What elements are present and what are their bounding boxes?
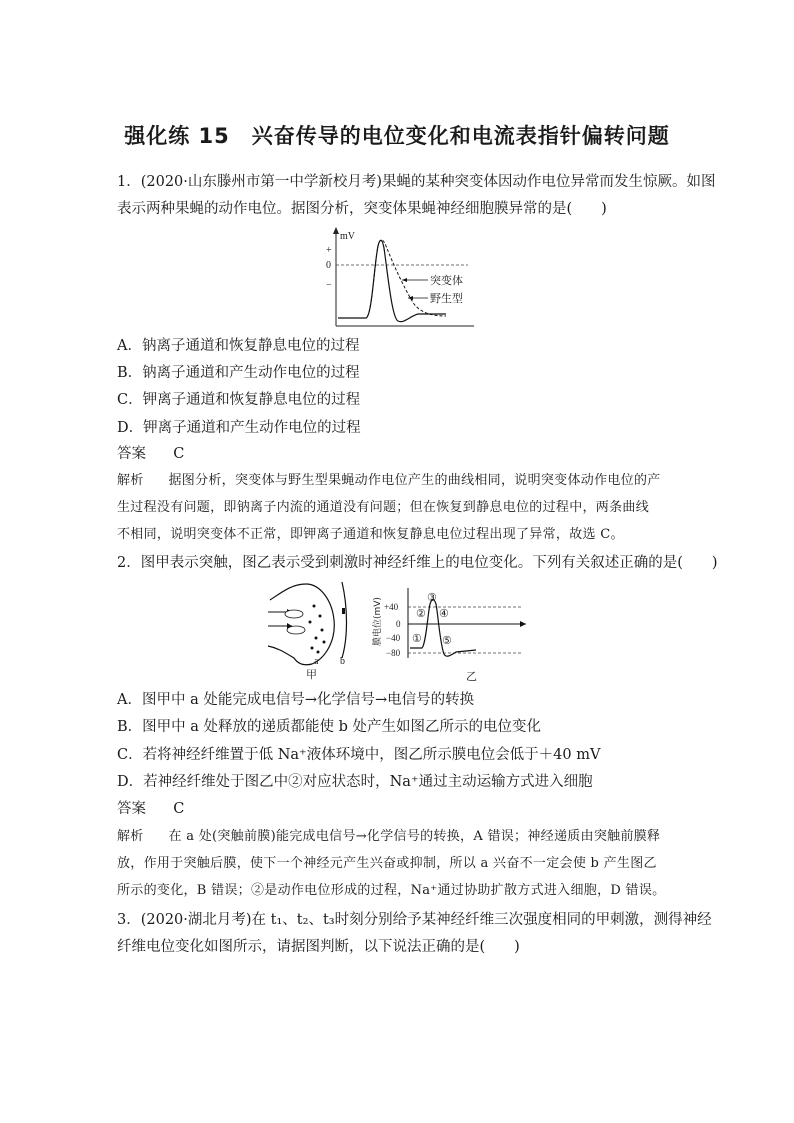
q3-stem-line1: 3．(2020·湖北月考)在 t₁、t₂、t₃时刻分别给予某神经纤维三次强度相同的甲刺激，测得神经 <box>117 912 712 928</box>
q1-y-axis-arrow <box>333 227 339 234</box>
q1-analysis-line3: 不相同，说明突变体不正常，即钾离子通道和恢复静息电位过程出现了异常，故选 C。 <box>117 527 624 542</box>
q2-y-axis-label: 膜电位(mV) <box>373 597 383 646</box>
q2-caption-jia: 甲 <box>306 668 317 680</box>
q2-label-a: a <box>314 656 319 667</box>
q2-label-b: b <box>340 656 345 667</box>
q2-postsynaptic-membrane <box>342 582 347 658</box>
q2-tick-0: 0 <box>396 619 401 629</box>
q1-action-potential-figure <box>318 226 478 332</box>
q1-zero-label: 0 <box>326 260 331 271</box>
q2-mark-5: ⑤ <box>442 635 452 647</box>
q2-mark-3: ③ <box>427 592 437 604</box>
q2-presynaptic-terminal <box>268 584 334 665</box>
q2-analysis-line1 <box>117 827 687 847</box>
q1-answer-label: 答案 <box>117 446 146 462</box>
q1-answer-row <box>117 444 687 464</box>
q2-answer-label: 答案 <box>117 801 146 817</box>
q1-answer-value: C <box>173 446 185 462</box>
q2-analysis-text-1: 在 a 处(突触前膜)能完成电信号→化学信号的转换，A 错误；神经递质由突触前膜释 <box>168 829 661 844</box>
q2-stem: 2．图甲表示突触，图乙表示受到刺激时神经纤维上的电位变化。下列有关叙述正确的是( ) <box>117 555 718 571</box>
page-title: 强化练 15 兴奋传导的电位变化和电流表指针偏转问题 <box>124 124 670 148</box>
q2-mark-1: ① <box>412 633 422 645</box>
q2-analysis-label: 解析 <box>117 829 144 844</box>
q2-synapse-figure <box>262 578 362 680</box>
q2-answer-value: C <box>173 801 185 817</box>
q1-option-a: A．钠离子通道和恢复静息电位的过程 <box>117 338 360 354</box>
q2-tick-m80: −80 <box>386 648 401 658</box>
q1-minus-label: − <box>326 280 332 291</box>
q1-option-d: D．钾离子通道和产生动作电位的过程 <box>117 420 361 436</box>
q2-vesicles <box>309 605 326 654</box>
q1-analysis-line1 <box>117 471 687 491</box>
q2-mitochondrion <box>285 610 303 618</box>
q3-stem-line2: 纤维电位变化如图所示，请据图判断，以下说法正确的是( ) <box>117 939 520 955</box>
q2-potential-figure <box>366 584 536 684</box>
q2-option-d: D．若神经纤维处于图乙中②对应状态时，Na⁺通过主动运输方式进入细胞 <box>117 774 593 790</box>
q2-answer-row <box>117 799 687 819</box>
q1-analysis-text-1: 据图分析，突变体与野生型果蝇动作电位产生的曲线相同，说明突变体动作电位的产 <box>168 473 661 488</box>
q1-stem-line2: 表示两种果蝇的动作电位。据图分析，突变体果蝇神经细胞膜异常的是( ) <box>117 201 607 217</box>
q2-mitochondrion <box>287 626 305 634</box>
q2-option-a: A．图甲中 a 处能完成电信号→化学信号→电信号的转换 <box>117 692 475 708</box>
q1-wild-label: 野生型 <box>430 292 463 305</box>
q2-tick-p40: +40 <box>384 602 399 612</box>
q1-analysis-line2: 生过程没有问题，即钠离子内流的通道没有问题；但在恢复到静息电位的过程中，两条曲线 <box>117 500 650 515</box>
q1-mutant-label: 突变体 <box>430 274 463 287</box>
q1-stem-line1: 1．(2020·山东滕州市第一中学新校月考)果蝇的某种突变体因动作电位异常而发生惊厥。如图 <box>117 174 716 190</box>
q2-analysis-line3: 所示的变化，B 错误；②是动作电位形成的过程，Na⁺通过协助扩散方式进入细胞，D 错误。 <box>117 883 666 898</box>
q2-electrode <box>342 608 345 614</box>
q1-plus-label: + <box>326 245 332 256</box>
q1-y-unit: mV <box>340 231 355 242</box>
q1-option-c: C．钾离子通道和恢复静息电位的过程 <box>117 392 361 408</box>
q1-option-b: B．钠离子通道和产生动作电位的过程 <box>117 365 360 381</box>
q2-mark-2: ② <box>416 608 426 620</box>
q2-option-b: B．图甲中 a 处释放的递质都能使 b 处产生如图乙所示的电位变化 <box>117 719 542 735</box>
q1-analysis-label: 解析 <box>117 473 144 488</box>
q2-tick-m40: −40 <box>386 633 401 643</box>
q2-mark-4: ④ <box>439 608 449 620</box>
q2-analysis-line2: 放，作用于突触后膜，使下一个神经元产生兴奋或抑制，所以 a 兴奋不一定会使 b 产生图乙 <box>117 856 657 871</box>
q2-caption-yi: 乙 <box>466 670 477 683</box>
q2-option-c: C．若将神经纤维置于低 Na⁺液体环境中，图乙所示膜电位会低于＋40 mV <box>117 747 601 763</box>
